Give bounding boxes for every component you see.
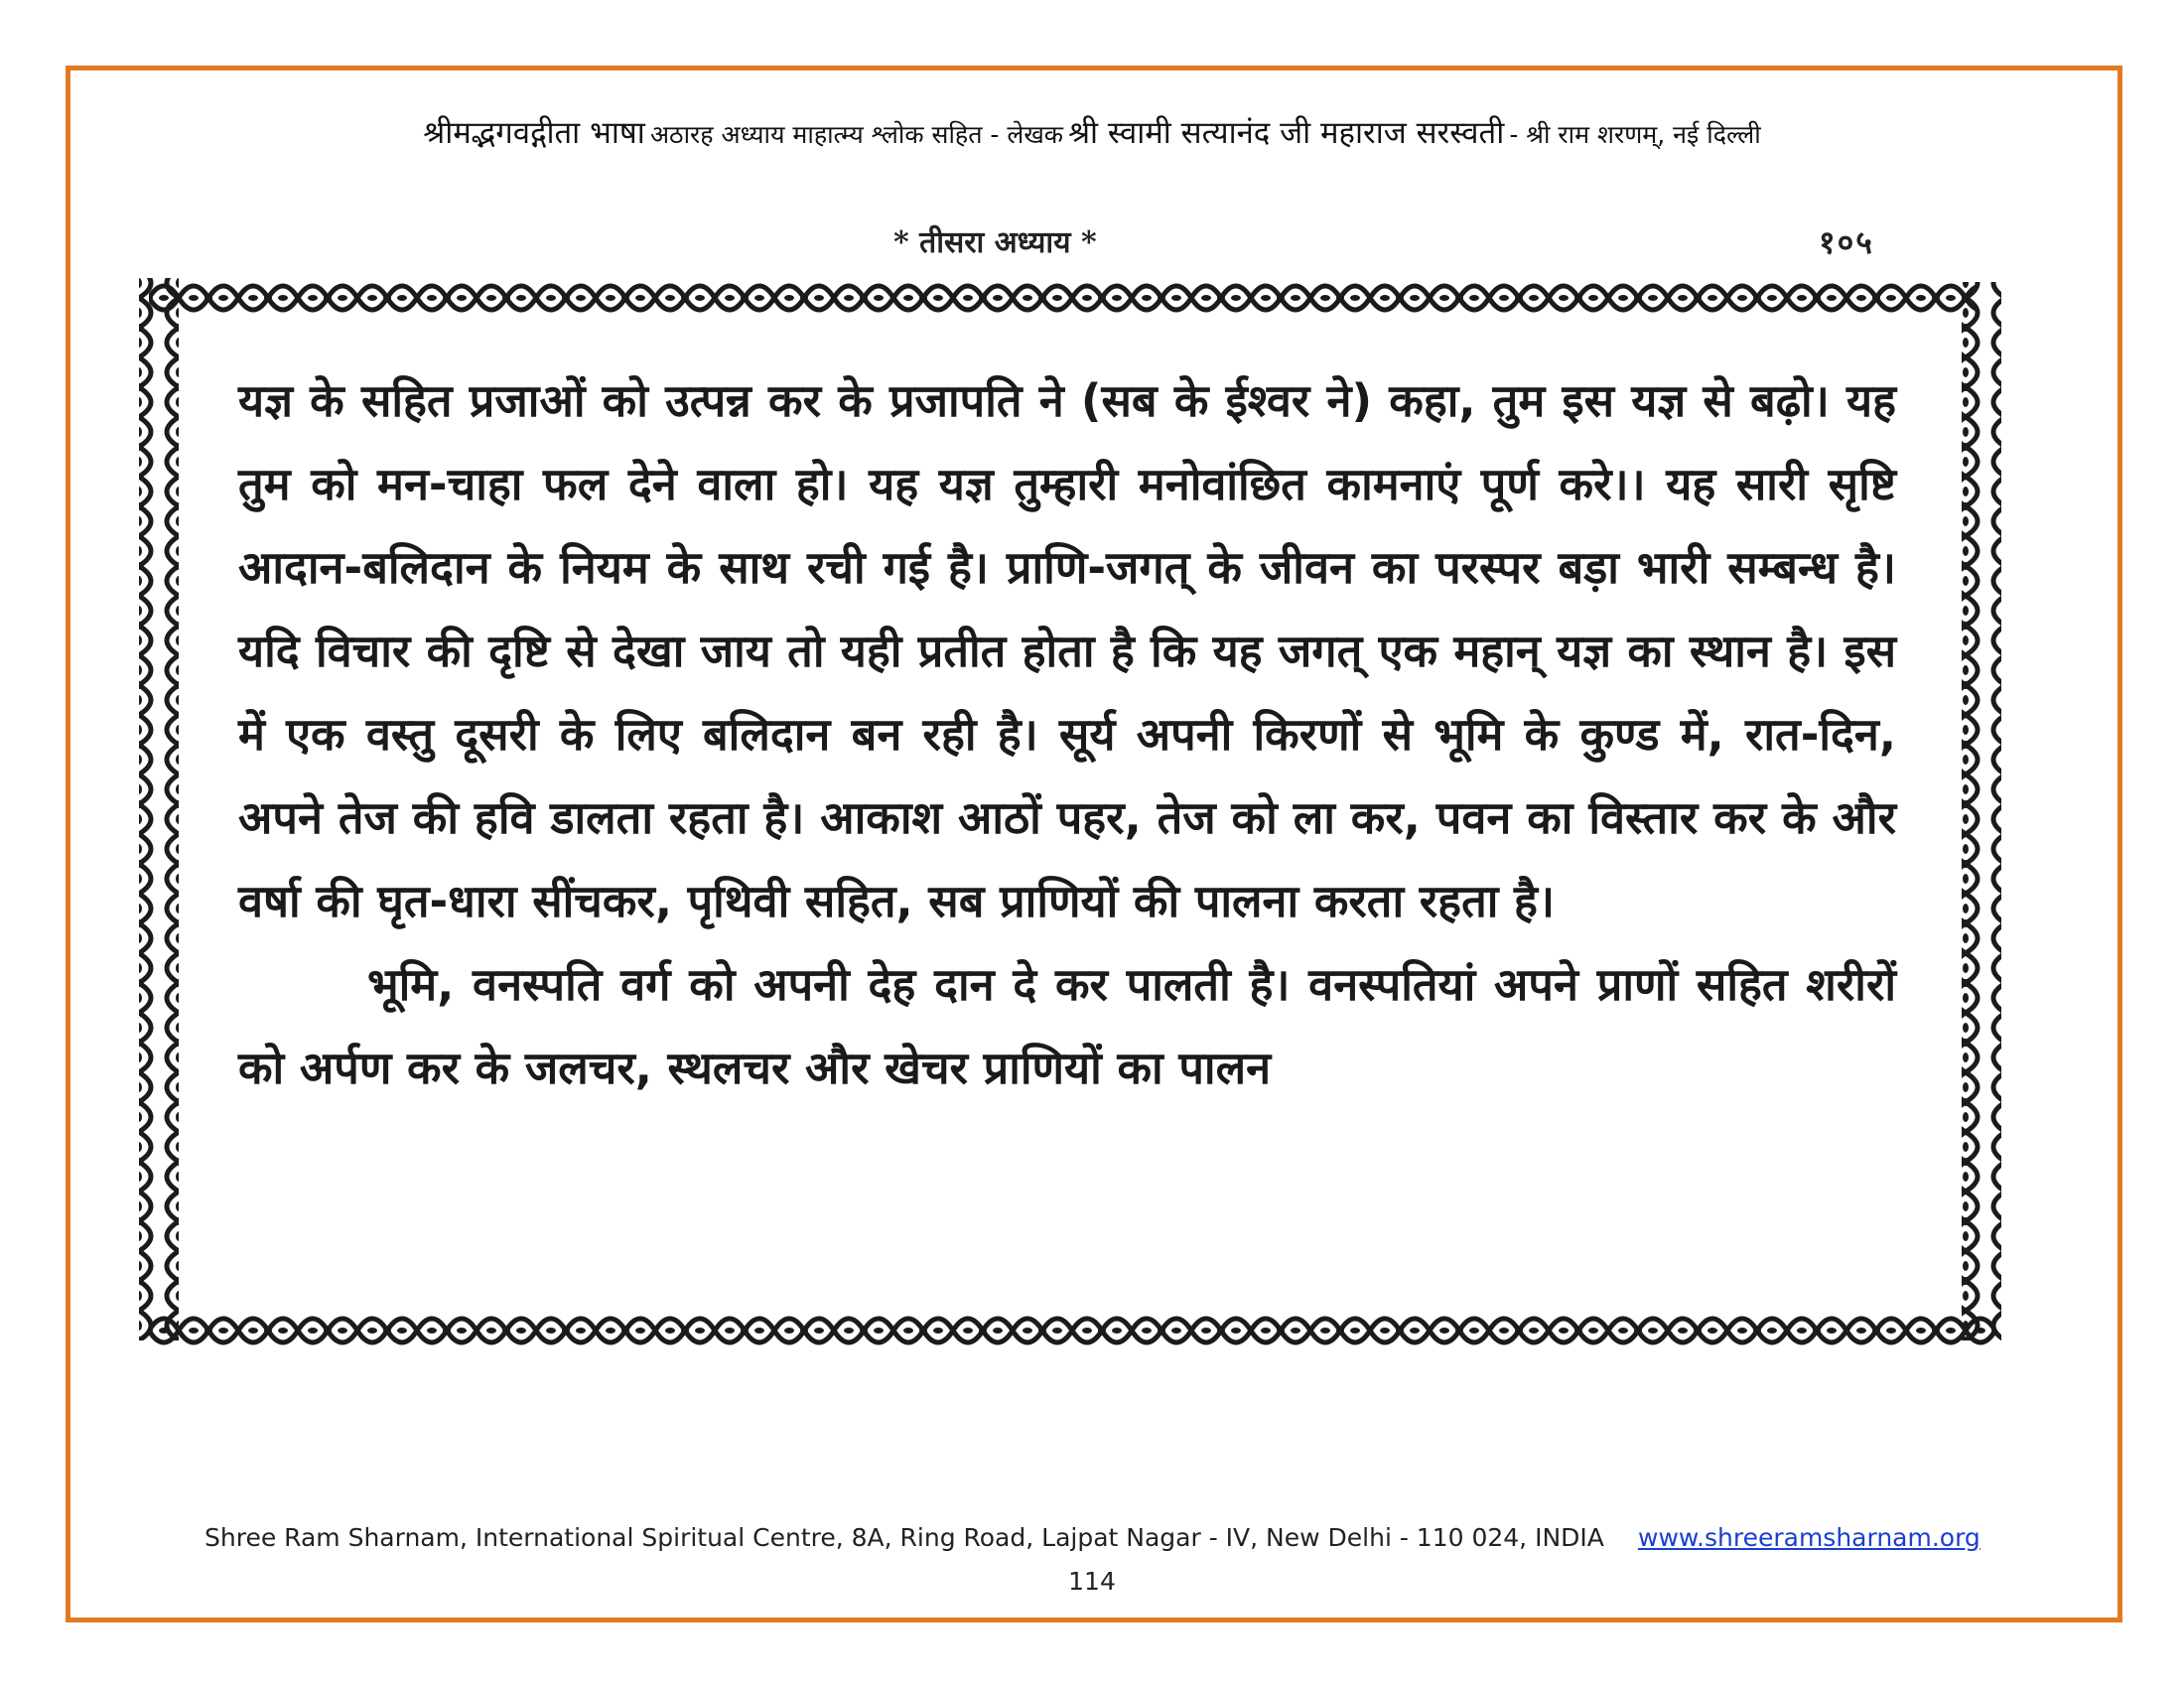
scanned-page-text [238,359,1896,1110]
header-subtitle: अठारह अध्याय माहात्म्य श्लोक सहित - लेखक [649,120,1063,149]
website-link[interactable]: www.shreeramsharnam.org [1638,1523,1980,1552]
paragraph-2: भूमि, वनस्पति वर्ग को अपनी देह दान दे कर पालती है। वनस्पतियां अपने प्राणों सहित शरीरों को अर्पण कर के जलचर, स्थलचर और खेचर प्राणियों का पालन [238,958,1896,1094]
paragraph-1: यज्ञ के सहित प्रजाओं को उत्पन्न कर के प्रजापति ने (सब के ईश्वर ने) कहा, तुम इस यज्ञ से बढ़ो। यह तुम को मन-चाहा फल देने वाला हो। यह यज्ञ तुम्हारी मनोवांछित कामनाएं पूर्ण करे।। यह सारी सृष्टि आदान-बलिदान के नियम के साथ रची गई है। प्राणि-जगत् के जीवन का परस्पर बड़ा भारी सम्बन्ध है। यदि विचार की दृष्टि से देखा जाय तो यही प्रतीत होता है कि यह जगत् एक महान् यज्ञ का स्थान है। इस में एक वस्तु दूसरी के लिए बलिदान बन रही है। सूर्य अपनी किरणों से भूमि के कुण्ड में, रात-दिन, अपने तेज की हवि डालता रहता है। आकाश आठों पहर, तेज को ला कर, पवन का विस्तार कर के और वर्षा की घृत-धारा सींचकर, पृथिवी सहित, सब प्राणियों की पालना करता रहता है। [238,374,1896,927]
document-footer [199,1523,1985,1563]
header-author: श्री स्वामी सत्यानंद जी महाराज सरस्वती [1068,115,1505,151]
header-title: श्रीमद्भगवद्गीता भाषा [423,115,645,151]
border-bottom [149,1307,1995,1346]
header-publisher: - श्री राम शरणम्, नई दिल्ली [1509,120,1761,149]
footer-address: Shree Ram Sharnam, International Spiritual Centre, 8A, Ring Road, Lajpat Nagar - IV, New Delhi - 110 024, INDIA [205,1523,1604,1552]
border-right [1962,282,2001,1340]
chapter-title: * तीसरा अध्याय * [893,225,1097,260]
border-left [139,278,179,1340]
page-number: 114 [1068,1567,1116,1596]
scan-page-number: १०५ [1819,223,1874,261]
border-top [149,274,1976,314]
